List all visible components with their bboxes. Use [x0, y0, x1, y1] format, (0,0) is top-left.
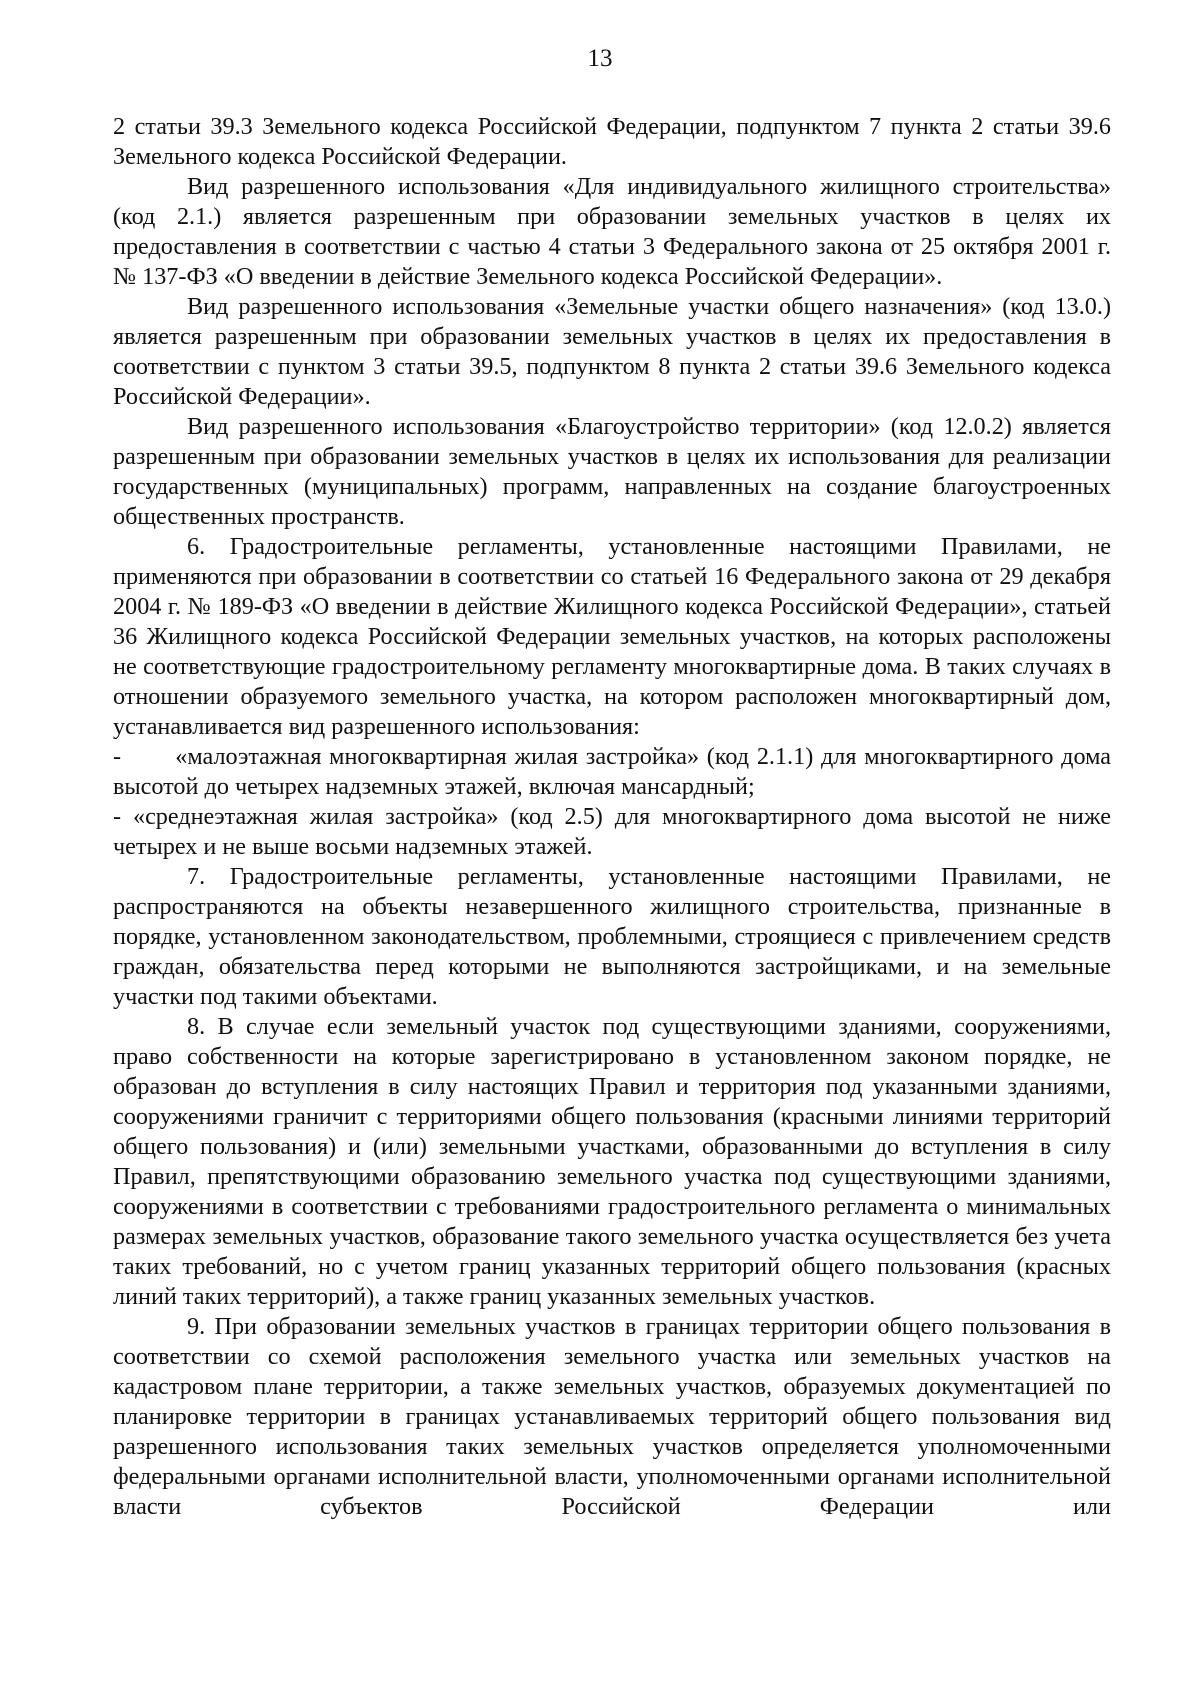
paragraph-item-6: 6. Градостроительные регламенты, установленные настоящими Правилами, не применяются при образовании в соответствии со статьей 16 Федерального закона от 29 декабря 2004 г. № 189-ФЗ «О введении в действие Жилищного кодекса Российской Федерации», статьей 36 Жилищного кодекса Российской Федерации земельных участков, на которых расположены не соответствующие градостроительному регламенту многоквартирные дома. В таких случаях в отношении образуемого земельного участка, на котором расположен многоквартирный дом, устанавливается вид разрешенного использования:	[113, 533, 1111, 740]
paragraph-item-8: 8. В случае если земельный участок под существующими зданиями, сооружениями, право собственности на которые зарегистрировано в установленном законом порядке, не образован до вступления в силу настоящих Правил и территория под указанными зданиями, сооружениями граничит с территориями общего пользования (красными линиями территорий общего пользования) и (или) земельными участками, образованными до вступления в силу Правил, препятствующими образованию земельного участка под существующими зданиями, сооружениями в соответствии с требованиями градостроительного регламента о минимальных размерах земельных участков, образование такого земельного участка осуществляется без учета таких требований, но с учетом границ указанных территорий общего пользования (красных линий таких территорий), а также границ указанных земельных участков.	[113, 1013, 1111, 1310]
paragraph-continuation: 2 статьи 39.3 Земельного кодекса Российской Федерации, подпунктом 7 пункта 2 статьи 39.6 Земельного кодекса Российской Федерации.	[113, 113, 1111, 170]
paragraph-territory-improvement: Вид разрешенного использования «Благоустройство территории» (код 12.0.2) является разрешенным при образовании земельных участков в целях их использования для реализации государственных (муниципальных) программ, направленных на создание благоустроенных общественных пространств.	[113, 413, 1111, 530]
paragraph-item-7: 7. Градостроительные регламенты, установленные настоящими Правилами, не распространяются на объекты незавершенного жилищного строительства, признанные в порядке, установленном законодательством, проблемными, строящиеся с привлечением средств граждан, обязательства перед которыми не выполняются застройщиками, и на земельные участки под такими объектами.	[113, 863, 1111, 1010]
list-item-low-rise: - «малоэтажная многоквартирная жилая застройка» (код 2.1.1) для многоквартирного дома высотой до четырех надземных этажей, включая мансардный;	[113, 743, 1111, 800]
page-number: 13	[587, 45, 613, 72]
paragraph-common-purpose-plots: Вид разрешенного использования «Земельные участки общего назначения» (код 13.0.) является разрешенным при образовании земельных участков в целях их предоставления в соответствии с пунктом 3 статьи 39.5, подпунктом 8 пункта 2 статьи 39.6 Земельного кодекса Российской Федерации».	[113, 293, 1111, 410]
list-item-mid-rise: - «среднеэтажная жилая застройка» (код 2.5) для многоквартирного дома высотой не ниже четырех и не выше восьми надземных этажей.	[113, 803, 1111, 860]
document-body	[113, 112, 1111, 1522]
paragraph-individual-housing: Вид разрешенного использования «Для индивидуального жилищного строительства» (код 2.1.) является разрешенным при образовании земельных участков в целях их предоставления в соответствии с частью 4 статьи 3 Федерального закона от 25 октября 2001 г. № 137-ФЗ «О введении в действие Земельного кодекса Российской Федерации».	[113, 173, 1111, 290]
paragraph-item-9: 9. При образовании земельных участков в границах территории общего пользования в соответствии со схемой расположения земельного участка или земельных участков на кадастровом плане территории, а также земельных участков, образуемых документацией по планировке территории в границах устанавливаемых территорий общего пользования вид разрешенного использования таких земельных участков определяется уполномоченными федеральными органами исполнительной власти, уполномоченными органами исполнительной власти субъектов Российской Федерации или	[113, 1313, 1111, 1520]
